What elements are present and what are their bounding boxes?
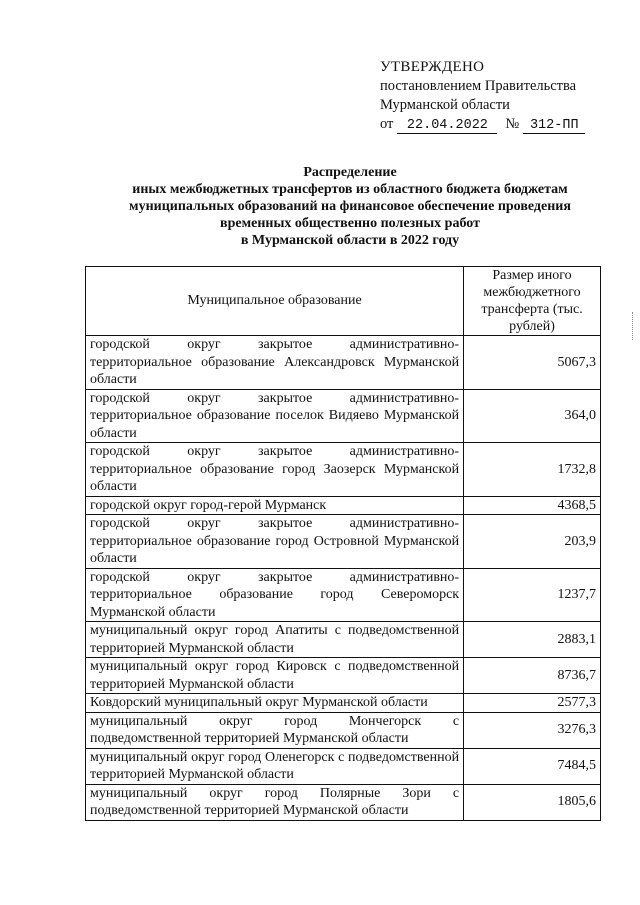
title-line-5: в Мурманской области в 2022 году	[240, 233, 460, 248]
title-line-3: муниципальных образований на финансовое обеспечение проведения	[129, 199, 571, 214]
allocation-table	[85, 266, 601, 821]
transfer-amount: 364,0	[464, 389, 601, 443]
table-row	[86, 496, 601, 515]
transfer-amount: 5067,3	[464, 336, 601, 390]
transfer-amount: 4368,5	[464, 496, 601, 515]
table-row	[86, 389, 601, 443]
approval-date: 22.04.2022	[397, 118, 497, 134]
approval-from-label: от	[380, 116, 394, 132]
transfer-amount: 203,9	[464, 515, 601, 569]
municipality-name: городской округ закрытое административно-территориальное образование Александровск Мурманской области	[86, 336, 464, 390]
approval-title: УТВЕРЖДЕНО	[380, 59, 485, 75]
approval-line-1: постановлением Правительства	[380, 78, 577, 94]
transfer-amount: 2883,1	[464, 622, 601, 658]
table-row	[86, 712, 601, 748]
table-row	[86, 622, 601, 658]
table-row	[86, 748, 601, 784]
approval-line-2: Мурманской области	[380, 97, 510, 113]
municipality-name: городской округ закрытое административно-территориальное образование город Заозерск Мурманской области	[86, 443, 464, 497]
header-transfer-amount: Размер иного межбюджетного трансферта (тыс. рублей)	[464, 267, 601, 336]
title-line-4: временных общественно полезных работ	[220, 216, 480, 231]
transfer-amount: 1237,7	[464, 568, 601, 622]
municipality-name: городской округ закрытое административно-территориальное образование город Островной Мурманской области	[86, 515, 464, 569]
document-title	[60, 164, 640, 249]
table-row	[86, 336, 601, 390]
table-row	[86, 515, 601, 569]
table-row	[86, 658, 601, 694]
municipality-name: муниципальный округ город Полярные Зори с подведомственной территорией Мурманской области	[86, 784, 464, 820]
table-row	[86, 568, 601, 622]
title-line-1: Распределение	[303, 165, 397, 180]
transfer-amount: 8736,7	[464, 658, 601, 694]
approval-number-sign: №	[505, 116, 520, 132]
municipality-name: городской округ закрытое административно-территориальное образование город Североморск Мурманской области	[86, 568, 464, 622]
table-row	[86, 443, 601, 497]
header-municipality: Муниципальное образование	[86, 267, 464, 336]
municipality-name: муниципальный округ город Мончегорск с подведомственной территорией Мурманской области	[86, 712, 464, 748]
transfer-amount: 1732,8	[464, 443, 601, 497]
transfer-amount: 3276,3	[464, 712, 601, 748]
municipality-name: муниципальный округ город Оленегорск с подведомственной территорией Мурманской области	[86, 748, 464, 784]
municipality-name: муниципальный округ город Апатиты с подведомственной территорией Мурманской области	[86, 622, 464, 658]
approval-date-row	[380, 115, 620, 134]
approval-number: 312-ПП	[523, 118, 585, 134]
municipality-name: Ковдорский муниципальный округ Мурманской области	[86, 694, 464, 713]
title-line-2: иных межбюджетных трансфертов из областного бюджета бюджетам	[132, 182, 568, 197]
municipality-name: муниципальный округ город Кировск с подведомственной территорией Мурманской области	[86, 658, 464, 694]
table-row	[86, 784, 601, 820]
municipality-name: городской округ город-герой Мурманск	[86, 496, 464, 515]
transfer-amount: 2577,3	[464, 694, 601, 713]
table-row	[86, 694, 601, 713]
table-header-row	[86, 267, 601, 336]
transfer-amount: 1805,6	[464, 784, 601, 820]
transfer-amount: 7484,5	[464, 748, 601, 784]
approval-stamp	[380, 58, 620, 134]
municipality-name: городской округ закрытое административно-территориальное образование поселок Видяево Мурманской области	[86, 389, 464, 443]
scan-margin-mark	[632, 312, 636, 340]
